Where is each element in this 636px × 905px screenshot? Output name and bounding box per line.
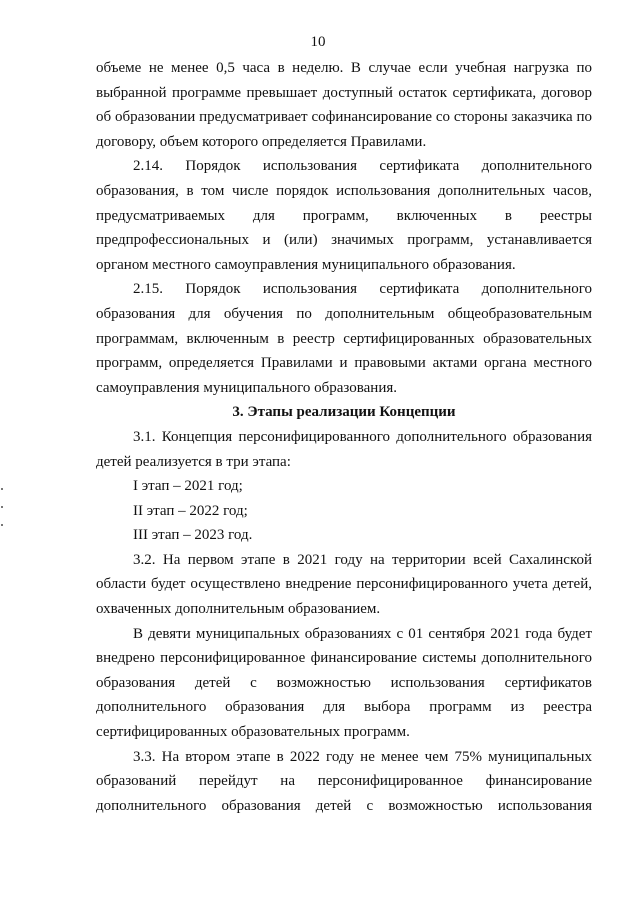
stage-item-1: I этап – 2021 год; — [133, 478, 243, 495]
document-body — [96, 56, 592, 818]
stage-item-2: II этап – 2022 год; — [133, 502, 248, 519]
scan-margin-marks — [1, 488, 4, 528]
page-number: 10 — [310, 34, 326, 50]
section-heading: 3. Этапы реализации Концепции — [232, 404, 456, 421]
paragraph-3-1: 3.1. Концепция персонифицированного дополнительного образования детей реализуется в три этапа: — [96, 428, 592, 470]
paragraph-3-3: 3.3. На втором этапе в 2022 году не менее чем 75% муниципальных образований перейдут на персонифицированное финансирование дополнительного образования детей с возможностью использования — [96, 748, 592, 814]
paragraph-municipalities: В девяти муниципальных образованиях с 01 сентября 2021 года будет внедрено персонифицированное финансирование системы дополнительного образования детей с возможностью использования сертификатов дополнительного образования для выбора программ из реестра сертифицированных образовательных программ. — [96, 625, 592, 741]
paragraph-continuation: объеме не менее 0,5 часа в неделю. В случае если учебная нагрузка по выбранной программе превышает доступный остаток сертификата, договор об образовании предусматривает софинансирование со стороны заказчика по договору, объем которого определяется Правилами. — [96, 60, 592, 150]
stage-item-3: III этап – 2023 год. — [133, 527, 253, 544]
paragraph-3-2: 3.2. На первом этапе в 2021 году на территории всей Сахалинской области будет осуществлено внедрение персонифицированного учета детей, охваченных дополнительным образованием. — [96, 551, 592, 618]
paragraph-2-15: 2.15. Порядок использования сертификата дополнительного образования для обучения по дополнительным общеобразовательным программам, включенным в реестр сертифицированных образовательных программ, определяется Правилами и правовыми актами органа местного самоуправления муниципального образования. — [96, 281, 592, 396]
paragraph-2-14: 2.14. Порядок использования сертификата дополнительного образования, в том числе порядок использования дополнительных часов, предусматриваемых для программ, включенных в реестры предпрофессиональных и (или) значимых программ, устанавливается органом местного самоуправления муниципального образования. — [96, 158, 592, 273]
